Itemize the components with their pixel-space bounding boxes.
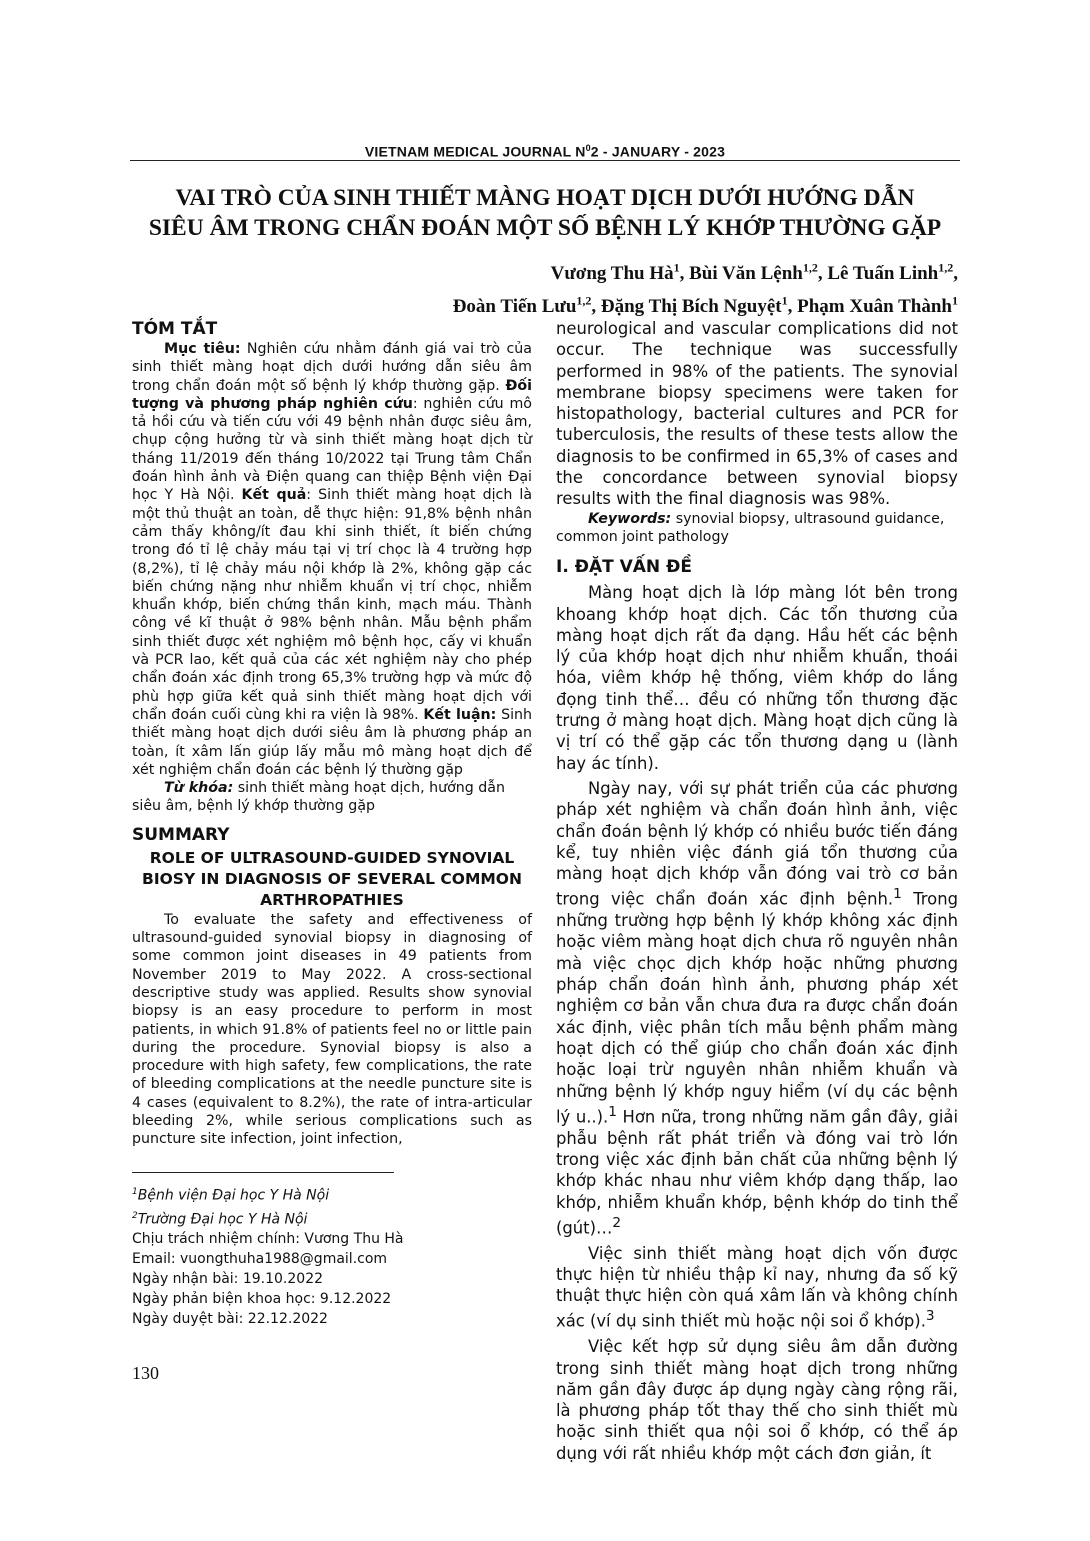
author: Phạm Xuân Thành$^1$ bbox=[797, 293, 958, 317]
affiliation-2: $^2$Trường Đại học Y Hà Nội bbox=[132, 1210, 308, 1228]
author: Đặng Thị Bích Nguyệt$^1$, bbox=[600, 293, 798, 317]
author: Lê Tuấn Linh$^{1,2}$, bbox=[827, 261, 958, 285]
intro-paragraph-3: Việc sinh thiết màng hoạt dịch vốn được thực hiện từ nhiều thập kỉ nay, nhưng đa số kỹ thuật thực hiện còn quá xâm lấn và không chính xác (ví dụ sinh thiết mù hoặc nội soi ổ khớp).$^3$ bbox=[556, 1243, 958, 1331]
summary-keywords: Keywords: synovial biopsy, ultrasound guidance, common joint pathology bbox=[556, 510, 945, 545]
author: Đoàn Tiến Lưu$^{1,2}$, bbox=[452, 293, 601, 317]
article-title bbox=[120, 183, 970, 243]
journal-name: VIETNAM MEDICAL JOURNAL N bbox=[364, 143, 586, 160]
received-date: Ngày nhận bài: 19.10.2022 bbox=[132, 1271, 324, 1288]
left-column bbox=[132, 318, 532, 1149]
abstract-vi-heading: TÓM TẮT bbox=[132, 319, 218, 339]
citation: 3 bbox=[925, 1308, 935, 1325]
citation: 2 bbox=[612, 1214, 622, 1231]
summary-heading: SUMMARY bbox=[132, 824, 230, 845]
footnote-rule bbox=[132, 1172, 394, 1173]
author-list bbox=[138, 255, 958, 320]
citation: 1 bbox=[608, 1103, 617, 1120]
header-rule bbox=[130, 160, 960, 161]
abstract-vi-body: Mục tiêu: Nghiên cứu nhằm đánh giá vai trò của sinh thiết màng hoạt dịch dưới hướng dẫn siêu âm trong chẩn đoán một số bệnh lý khớp thường gặp. Đối tượng và phương pháp nghiên cứu: nghiên cứu mô tả hồi cứu và tiến cứu với 49 bệnh nhân được siêu âm, chụp cộng hưởng từ và sinh thiết màng hoạt dịch từ tháng 11/2019 đến tháng 10/2022 tại Trung tâm Chẩn đoán hình ảnh và Điện quang can thiệp Bệnh viện Đại học Y Hà Nội. Kết quả: Sinh thiết màng hoạt dịch là một thủ thuật an toàn, dễ thực hiện: 91,8% bệnh nhân cảm thấy không/ít đau khi sinh thiết, ít biến chứng trong đó tỉ lệ chảy máu tại vị trí chọc là 4 trường hợp (8,2%), tỉ lệ chảy máu nội khớp là 2%, không gặp các biến chứng nặng như nhiễm khuẩn vị trí chọc, nhiễm khuẩn khớp, biến chứng thần kinh, mạch máu. Thành công về kĩ thuật ở 98% bệnh nhân. Mẫu bệnh phẩm sinh thiết được xét nghiệm mô bệnh học, cấy vi khuẩn và PCR lao, kết quả của các xét nghiệm này cho phép chẩn đoán xác định trong 65,3% trường hợp và mức độ phù hợp giữa kết quả sinh thiết màng hoạt dịch với chẩn đoán cuối cùng khi ra viện là 98%. Kết luận: Sinh thiết màng hoạt dịch dưới siêu âm là phương pháp an toàn, ít xâm lấn giúp lấy mẫu mô màng hoạt dịch để xét nghiệm chẩn đoán các bệnh lý thường gặp bbox=[132, 341, 533, 778]
contact-email: Email: vuongthuha1988@gmail.com bbox=[132, 1251, 388, 1268]
intro-heading: I. ĐẶT VẤN ĐỀ bbox=[556, 557, 692, 578]
summary-title: ROLE OF ULTRASOUND-GUIDED SYNOVIAL BIOSY IN DIAGNOSIS OF SEVERAL COMMON ARTHROPATHIES bbox=[142, 848, 522, 909]
footnotes bbox=[132, 1182, 532, 1329]
title-line-2: SIÊU ÂM TRONG CHẨN ĐOÁN MỘT SỐ BỆNH LÝ KHỚP THƯỜNG GẶP bbox=[148, 215, 942, 241]
responsible-author: Chịu trách nhiệm chính: Vương Thu Hà bbox=[132, 1231, 404, 1248]
journal-header bbox=[130, 143, 960, 160]
page-number: 130 bbox=[132, 1363, 159, 1383]
abstract-vi-keywords: Từ khóa: sinh thiết màng hoạt dịch, hướng dẫn siêu âm, bệnh lý khớp thường gặp bbox=[132, 780, 505, 815]
affiliation-1: $^1$Bệnh viện Đại học Y Hà Nội bbox=[132, 1187, 330, 1204]
author: Vương Thu $Hà^1$, bbox=[550, 261, 690, 285]
intro-paragraph-1: Màng hoạt dịch là lớp màng lót bên trong khoang khớp hoạt dịch. Các tổn thương của màng hoạt dịch rất đa dạng. Hầu hết các bệnh lý của khớp hoạt dịch như nhiễm khuẩn, thoái hóa, viêm khớp hệ thống, viêm khớp do lắng đọng tinh thể… đều có những tổn thương đặc trưng ở màng hoạt dịch. Màng hoạt dịch cũng là vị trí có thể gặp các tổn thương dạng u (lành hay ác tính). bbox=[556, 583, 958, 773]
journal-number-sup: 0 bbox=[585, 143, 591, 153]
intro-paragraph-2: Ngày nay, với sự phát triển của các phương pháp xét nghiệm và chẩn đoán hình ảnh, việc chẩn đoán bệnh lý khớp có nhiều bước tiến đáng kể, tuy nhiên việc đánh giá tổn thương của màng hoạt dịch khớp vẫn đóng vai trò cơ bản trong việc chẩn đoán xác định bệnh.$^1$ Trong những trường hợp bệnh lý khớp không xác định hoặc viêm màng hoạt dịch chưa rõ nguyên nhân mà việc chọc dịch khớp hoặc những phương pháp chẩn đoán hình ảnh, phương pháp xét nghiệm cơ bản vẫn chưa đưa ra được chẩn đoán xác định, việc phân tích mẫu bệnh phẩm màng hoạt dịch có thể giúp cho chẩn đoán xác định hoặc loại trừ nguyên nhân nhiễm khuẩn và những bệnh lý khớp nguy hiểm (ví dụ các bệnh lý u..).$^1$ Hơn nữa, trong những năm gần đây, giải phẫu bệnh rất phát triển và đóng vai trò lớn trong việc xác định bản chất của những bệnh lý khớp khác nhau như viêm khớp dạng thấp, lao khớp, nhiễm khuẩn khớp, bệnh khớp do tinh thể (gút)…$^2$ bbox=[556, 778, 958, 1238]
author: Bùi Văn Lệnh$^{1,2}$, bbox=[689, 261, 828, 285]
summary-body-right: neurological and vascular complications did not occur. The technique was successfully performed in 98% of the patients. The synovial membrane biopsy specimens were taken for histopathology, bacterial cultures and PCR for tuberculosis, the results of these tests allow the diagnosis to be confirmed in 65,3% of cases and the concordance between synovial biopsy results with the final diagnosis was 98%. bbox=[556, 319, 958, 509]
journal-issue: 2 - JANUARY - 2023 bbox=[590, 143, 726, 160]
reviewed-date: Ngày phản biện khoa học: 9.12.2022 bbox=[132, 1291, 392, 1308]
accepted-date: Ngày duyệt bài: 22.12.2022 bbox=[132, 1311, 328, 1328]
right-column bbox=[556, 318, 958, 1464]
intro-paragraph-4: Việc kết hợp sử dụng siêu âm dẫn đường trong sinh thiết màng hoạt dịch trong những năm gần đây được áp dụng ngày càng rộng rãi, là phương pháp tốt thay thế cho sinh thiết mù hoặc sinh thiết qua nội soi ổ khớp, có thể áp dụng với rất nhiều khớp một cách đơn giản, ít bbox=[556, 1337, 958, 1463]
summary-body-left: To evaluate the safety and effectiveness of ultrasound-guided synovial biopsy in diagnosing of some common joint diseases in 49 patients from November 2019 to May 2022. A cross-sectional descriptive study was applied. Results show synovial biopsy is an easy procedure to perform in most patients, in which 91.8% of patients feel no or little pain during the procedure. Synovial biopsy is also a procedure with high safety, few complications, the rate of bleeding complications at the needle puncture site is 4 cases (equivalent to 8.2%), the rate of intra-articular bleeding 2%, while serious complications such as puncture site infection, joint infection, bbox=[132, 911, 532, 1148]
citation: 1 bbox=[893, 886, 902, 903]
title-line-1: VAI TRÒ CỦA SINH THIẾT MÀNG HOẠT DỊCH DƯỚI HƯỚNG DẪN bbox=[175, 185, 915, 211]
